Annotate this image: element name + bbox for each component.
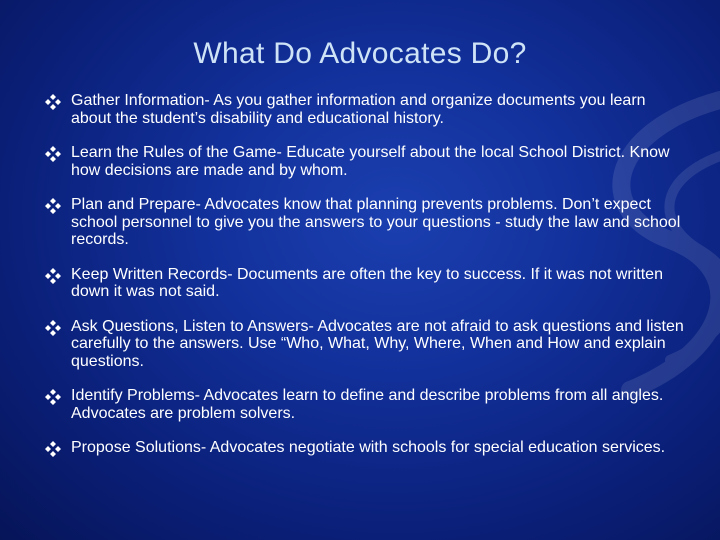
- bullet-item: [44, 92, 684, 127]
- four-diamond-bullet-icon: [45, 320, 61, 336]
- four-diamond-bullet-icon: [45, 198, 61, 214]
- bullet-text: Plan and Prepare- Advocates know that planning prevents problems. Don’t expect school personnel to give you the answers to your questions - study the law and school records.: [71, 196, 681, 248]
- bullet-item: [44, 144, 684, 179]
- four-diamond-bullet-icon: [45, 268, 61, 284]
- bullet-text: Propose Solutions- Advocates negotiate with schools for special education services.: [71, 439, 666, 456]
- bullet-item: [44, 196, 684, 249]
- bullet-text: Learn the Rules of the Game- Educate yourself about the local School District. Know how decisions are made and by whom.: [71, 144, 670, 179]
- bullet-list: [44, 92, 684, 474]
- bullet-text: Gather Information- As you gather information and organize documents you learn about the student’s disability and educational history.: [71, 92, 646, 127]
- bullet-item: [44, 266, 684, 301]
- bullet-text: Keep Written Records- Documents are often the key to success. If it was not written down it was not said.: [71, 265, 663, 300]
- bullet-text: Identify Problems- Advocates learn to define and describe problems from all angles. Advocates are problem solvers.: [71, 387, 664, 422]
- bullet-text: Ask Questions, Listen to Answers- Advocates are not afraid to ask questions and listen carefully to the answers. Use “Who, What, Why, Where, When and How and explain questions.: [71, 317, 684, 370]
- slide-title: What Do Advocates Do?: [193, 37, 527, 70]
- bullet-item: [44, 439, 684, 457]
- bullet-item: [44, 318, 684, 371]
- four-diamond-bullet-icon: [45, 94, 61, 110]
- bullet-item: [44, 387, 684, 422]
- four-diamond-bullet-icon: [45, 441, 61, 457]
- four-diamond-bullet-icon: [45, 146, 61, 162]
- four-diamond-bullet-icon: [45, 389, 61, 405]
